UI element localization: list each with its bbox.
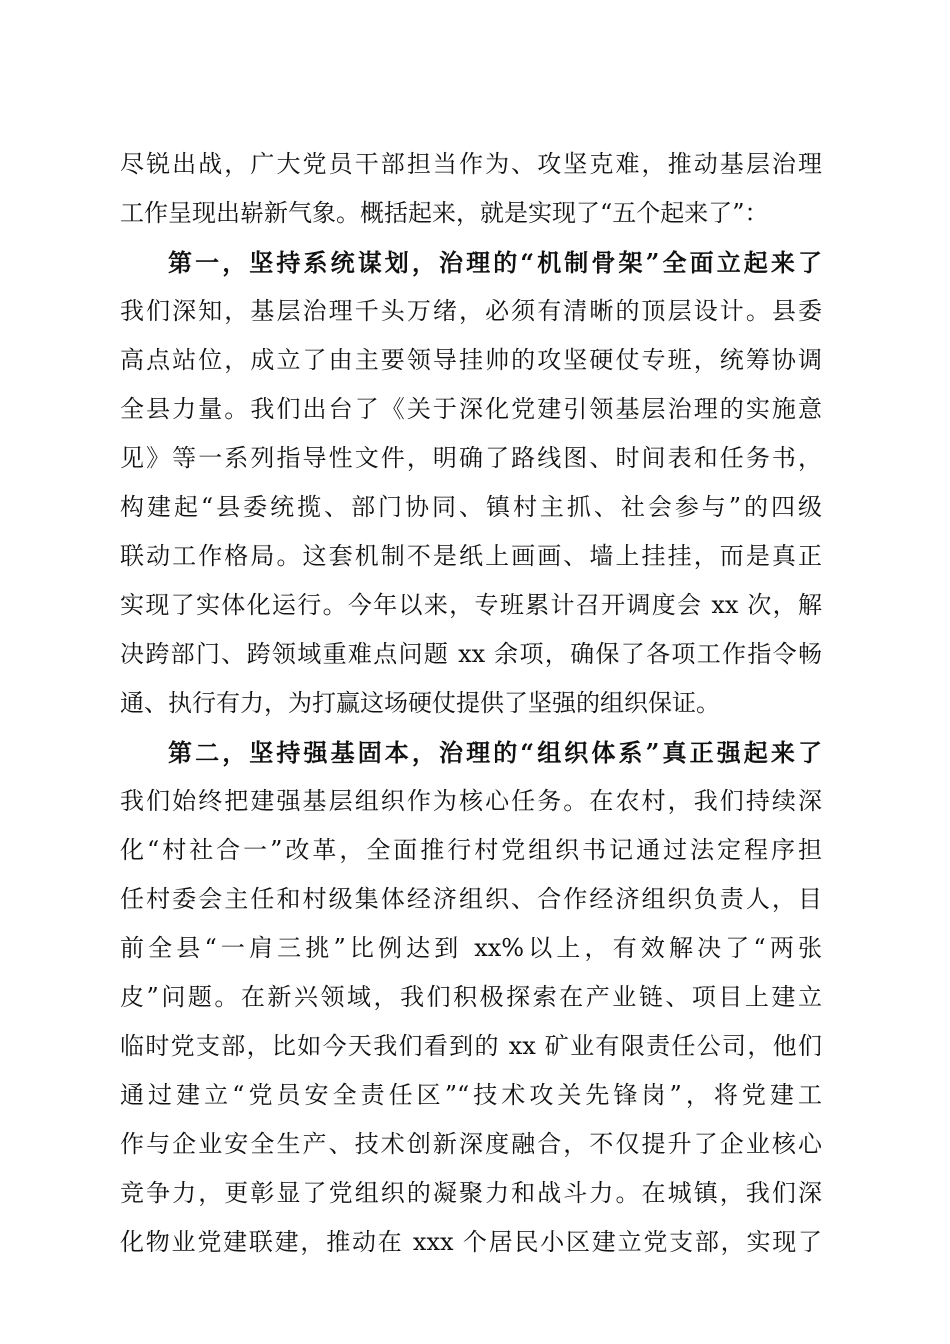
text-line: 联动工作格局。这套机制不是纸上画画、墙上挂挂，而是真正 [120, 542, 822, 570]
text-line: 作与企业安全生产、技术创新深度融合，不仅提升了企业核心 [120, 1130, 822, 1158]
text-line: 尽锐出战，广大党员干部担当作为、攻坚克难，推动基层治理 [120, 150, 822, 178]
text-line: 皮”问题。在新兴领域，我们积极探索在产业链、项目上建立 [120, 983, 822, 1011]
text-line: 工作呈现出崭新气象。概括起来，就是实现了“五个起来了”： [120, 199, 769, 227]
text-line: 实现了实体化运行。今年以来，专班累计召开调度会 xx 次，解 [120, 591, 822, 619]
text-line: 见》等一系列指导性文件，明确了路线图、时间表和任务书， [120, 444, 822, 472]
text-line: 前全县“一肩三挑”比例达到 xx%以上，有效解决了“两张 [120, 934, 822, 962]
text-line: 通、执行有力，为打赢这场硬仗提供了坚强的组织保证。 [120, 689, 720, 717]
section-heading: 第一，坚持系统谋划，治理的“机制骨架”全面立起来了 [168, 248, 822, 277]
text-line: 全县力量。我们出台了《关于深化党建引领基层治理的实施意 [120, 395, 822, 423]
text-line: 决跨部门、跨领域重难点问题 xx 余项，确保了各项工作指令畅 [120, 640, 822, 668]
text-line: 通过建立“党员安全责任区”“技术攻关先锋岗”，将党建工 [120, 1081, 822, 1109]
document-body [120, 140, 822, 1267]
section-heading: 第二，坚持强基固本，治理的“组织体系”真正强起来了 [168, 738, 822, 767]
text-line: 我们深知，基层治理千头万绪，必须有清晰的顶层设计。县委 [120, 297, 822, 325]
text-line: 化物业党建联建，推动在 xxx 个居民小区建立党支部，实现了 [120, 1228, 822, 1256]
text-line: 任村委会主任和村级集体经济组织、合作经济组织负责人，目 [120, 885, 822, 913]
text-line: 构建起“县委统揽、部门协同、镇村主抓、社会参与”的四级 [120, 493, 822, 521]
text-line: 竞争力，更彰显了党组织的凝聚力和战斗力。在城镇，我们深 [120, 1179, 822, 1207]
text-line: 临时党支部，比如今天我们看到的 xx 矿业有限责任公司，他们 [120, 1032, 822, 1060]
text-line: 化“村社合一”改革，全面推行村党组织书记通过法定程序担 [120, 836, 822, 864]
text-line: 高点站位，成立了由主要领导挂帅的攻坚硬仗专班，统筹协调 [120, 346, 822, 374]
text-line: 我们始终把建强基层组织作为核心任务。在农村，我们持续深 [120, 787, 822, 815]
